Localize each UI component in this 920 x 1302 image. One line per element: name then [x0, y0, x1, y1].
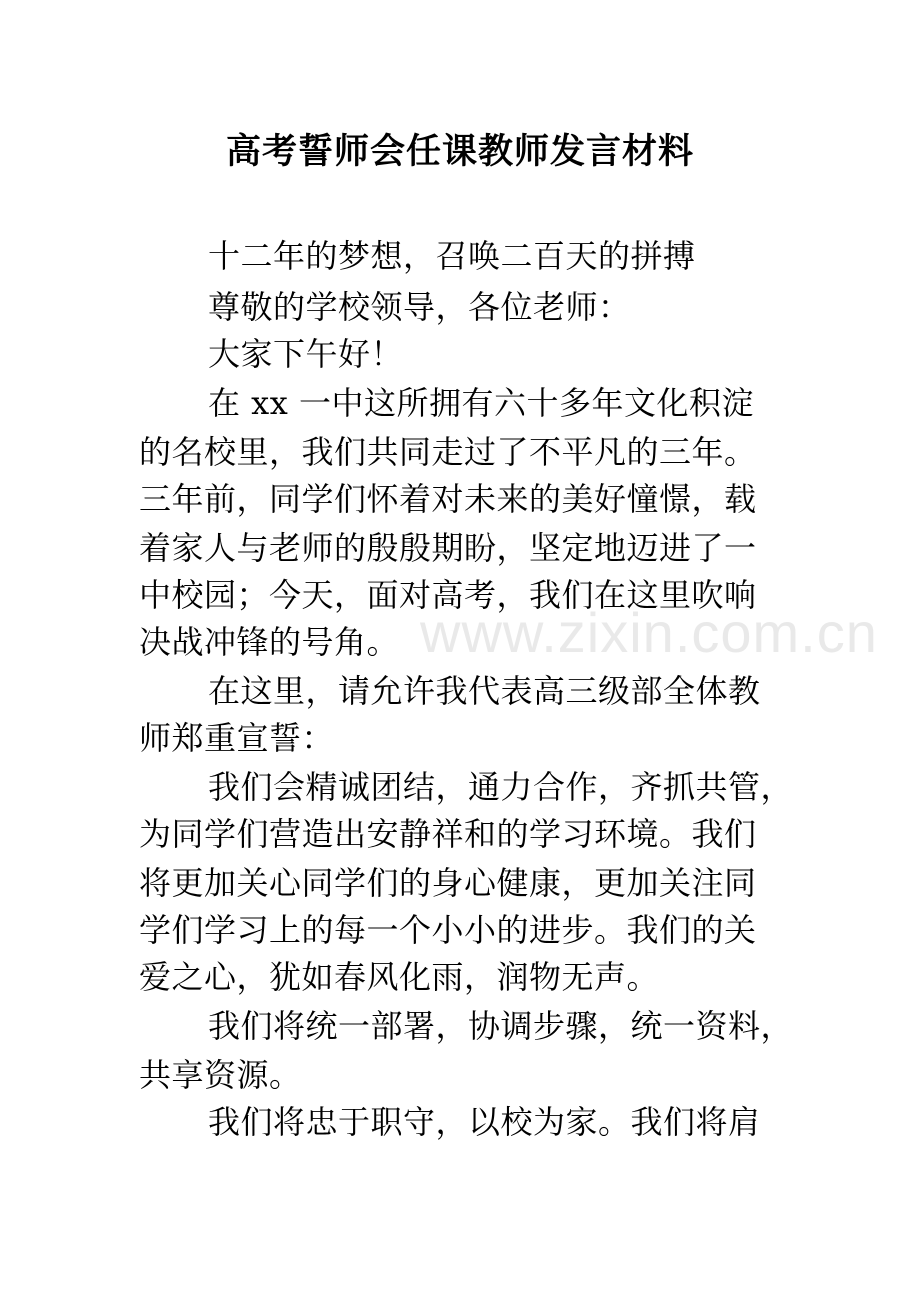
paragraph-line: 在这里，请允许我代表高三级部全体教: [208, 672, 761, 710]
paragraph-line: 十二年的梦想，召唤二百天的拼搏: [208, 237, 696, 275]
paragraph-line: 共享资源。: [139, 1056, 302, 1094]
paragraph-line: 将更加关心同学们的身心健康，更加关注同: [139, 864, 757, 902]
paragraph-line: 学们学习上的每一个小小的进步。我们的关: [139, 911, 757, 949]
paragraph-line: 我们将忠于职守，以校为家。我们将肩: [208, 1103, 761, 1141]
paragraph-line: 师郑重宣誓：: [139, 719, 335, 757]
paragraph-line: 三年前，同学们怀着对未来的美好憧憬，载: [139, 480, 757, 518]
watermark: www.zixin.com.cn: [420, 601, 878, 664]
paragraph-line: 决战冲锋的号角。: [139, 623, 400, 661]
paragraph-line: 我们将统一部署，协调步骤，统一资料，: [208, 1007, 794, 1045]
paragraph-line: 着家人与老师的殷殷期盼，坚定地迈进了一: [139, 529, 757, 567]
paragraph-line: 我们会精诚团结，通力合作，齐抓共管，: [208, 768, 794, 806]
paragraph-line: 爱之心，犹如春风化雨，润物无声。: [139, 958, 660, 996]
paragraph-line: 中校园；今天，面对高考，我们在这里吹响: [139, 576, 757, 614]
paragraph-line: 尊敬的学校领导，各位老师：: [208, 288, 631, 326]
document-title: 高考誓师会任课教师发言材料: [225, 132, 694, 172]
paragraph-line: 在 xx 一中这所拥有六十多年文化积淀: [208, 384, 754, 422]
paragraph-line: 的名校里，我们共同走过了不平凡的三年。: [139, 433, 757, 471]
paragraph-line: 大家下午好！: [208, 335, 404, 373]
paragraph-line: 为同学们营造出安静祥和的学习环境。我们: [139, 815, 757, 853]
